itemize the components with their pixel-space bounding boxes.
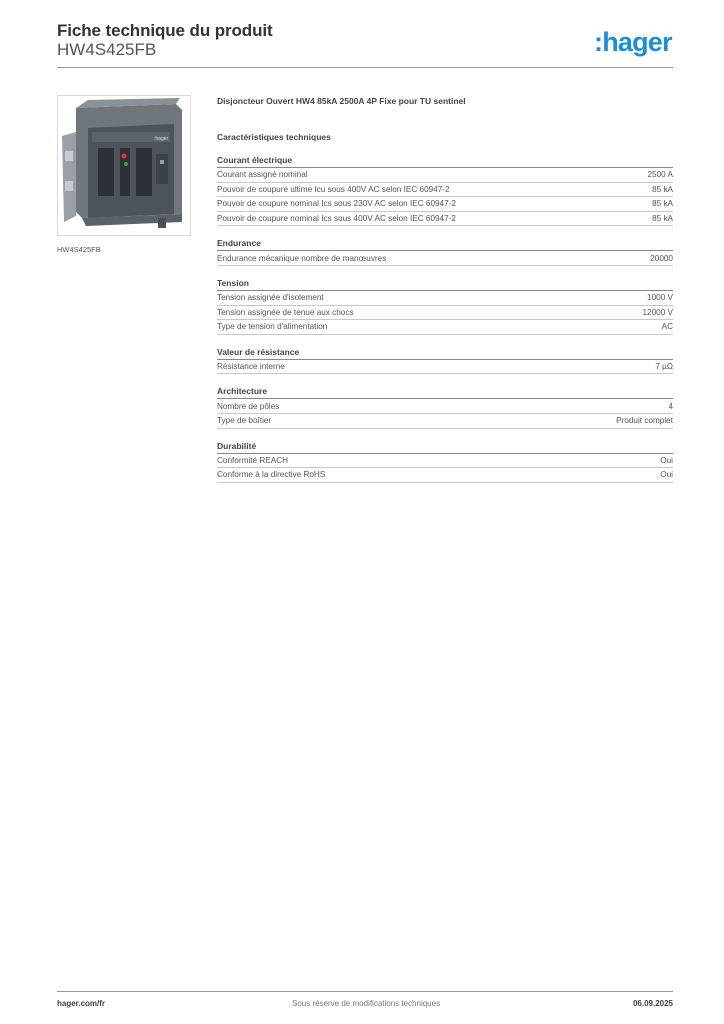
spec-row bbox=[217, 454, 673, 469]
image-caption: HW4S425FB bbox=[57, 245, 101, 254]
spec-label: Résistance interne bbox=[217, 362, 285, 372]
section-courant bbox=[217, 154, 673, 226]
spec-value: 85 kA bbox=[652, 214, 673, 224]
spec-value: 7 µΩ bbox=[655, 362, 673, 372]
section-resistance bbox=[217, 346, 673, 375]
spec-row bbox=[217, 414, 673, 429]
spec-label: Tension assignée de tenue aux chocs bbox=[217, 307, 354, 317]
svg-text::hager: :hager bbox=[154, 136, 169, 142]
footer-disclaimer: Sous réserve de modifications techniques bbox=[292, 999, 441, 1008]
spec-row bbox=[217, 468, 673, 483]
spec-value: Oui bbox=[660, 455, 673, 465]
spec-value: Produit complet bbox=[616, 416, 673, 426]
section-endurance bbox=[217, 237, 673, 266]
spec-label: Type de tension d'alimentation bbox=[217, 322, 328, 332]
page-title: Fiche technique du produit bbox=[57, 21, 273, 40]
footer-date: 06.09.2025 bbox=[632, 999, 673, 1008]
spec-label: Pouvoir de coupure nominal Ics sous 400V AC selon IEC 60947-2 bbox=[217, 214, 456, 224]
spec-label: Conformité REACH bbox=[217, 455, 288, 465]
spec-label: Courant assigné nominal bbox=[217, 170, 308, 180]
spec-row bbox=[217, 197, 673, 212]
spec-label: Tension assignée d'isolement bbox=[217, 293, 324, 303]
product-specs bbox=[217, 95, 673, 483]
spec-value: 1000 V bbox=[647, 293, 673, 303]
circuit-breaker-photo bbox=[57, 95, 191, 236]
spec-row bbox=[217, 360, 673, 375]
spec-value: 4 bbox=[668, 401, 673, 411]
product-reference: HW4S425FB bbox=[57, 40, 157, 59]
spec-row bbox=[217, 399, 673, 414]
spec-label: Conforme à la directive RoHS bbox=[217, 470, 326, 480]
spec-label: Type de boîtier bbox=[217, 416, 272, 426]
section-title: Courant électrique bbox=[217, 154, 673, 168]
spec-row bbox=[217, 183, 673, 198]
characteristics-title: Caractéristiques techniques bbox=[217, 132, 331, 142]
spec-row bbox=[217, 306, 673, 321]
footer-divider bbox=[57, 991, 673, 992]
section-tension bbox=[217, 277, 673, 335]
section-title: Architecture bbox=[217, 385, 673, 399]
spec-label: Pouvoir de coupure ultime Icu sous 400V AC selon IEC 60947-2 bbox=[217, 184, 450, 194]
section-title: Valeur de résistance bbox=[217, 346, 673, 360]
spec-row bbox=[217, 291, 673, 306]
section-durabilite bbox=[217, 440, 673, 483]
section-title: Endurance bbox=[217, 237, 673, 251]
spec-value: Oui bbox=[660, 470, 673, 480]
spec-row bbox=[217, 251, 673, 266]
spec-value: AC bbox=[661, 322, 673, 332]
section-architecture bbox=[217, 385, 673, 428]
footer-website-link[interactable]: hager.com/fr bbox=[57, 999, 106, 1008]
spec-value: 2500 A bbox=[647, 170, 673, 180]
product-description: Disjoncteur Ouvert HW4 85kA 2500A 4P Fixe pour TU sentinel bbox=[217, 96, 466, 106]
spec-value: 20000 bbox=[650, 253, 673, 263]
spec-row bbox=[217, 212, 673, 227]
spec-row bbox=[217, 168, 673, 183]
section-title: Tension bbox=[217, 277, 673, 291]
spec-label: Endurance mécanique nombre de manœuvres bbox=[217, 253, 387, 263]
spec-row bbox=[217, 320, 673, 335]
spec-label: Nombre de pôles bbox=[217, 401, 280, 411]
spec-value: 85 kA bbox=[652, 199, 673, 209]
spec-value: 12000 V bbox=[642, 307, 673, 317]
spec-value: 85 kA bbox=[652, 184, 673, 194]
spec-label: Pouvoir de coupure nominal Ics sous 230V AC selon IEC 60947-2 bbox=[217, 199, 456, 209]
hager-logo: :hager bbox=[594, 27, 672, 57]
header-divider bbox=[57, 67, 673, 68]
section-title: Durabilité bbox=[217, 440, 673, 454]
